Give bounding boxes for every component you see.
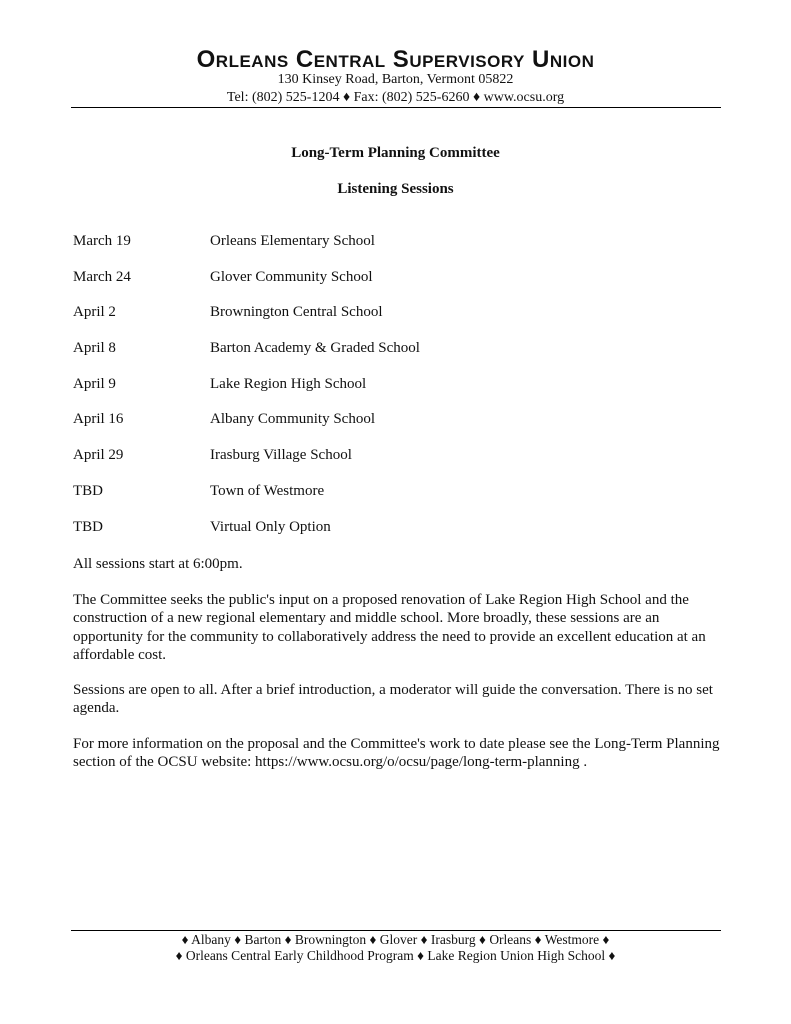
session-date: April 9 xyxy=(73,375,116,392)
session-row xyxy=(73,411,723,447)
header-divider xyxy=(71,107,721,108)
document-subtitle: Listening Sessions xyxy=(337,181,454,197)
purpose-paragraph: The Committee seeks the public's input on a proposed renovation of Lake Region High School and the construction of a new regional elementary and middle school. More broadly, these sessions are an opportunity for the community to collaboratively address the need to provide an excellent education at an affordable cost. xyxy=(73,592,706,663)
session-row xyxy=(73,233,723,269)
session-location: Orleans Elementary School xyxy=(210,233,375,249)
session-date: March 19 xyxy=(73,233,131,249)
organization-name: Orleans Central Supervisory Union xyxy=(196,46,595,73)
session-row xyxy=(73,304,723,340)
session-list xyxy=(73,233,723,554)
session-row xyxy=(73,447,723,483)
session-date: April 29 xyxy=(73,447,124,464)
session-row xyxy=(73,340,723,376)
document-title: Long-Term Planning Committee xyxy=(291,145,500,161)
session-location: Lake Region High School xyxy=(210,375,367,392)
session-location: Glover Community School xyxy=(210,268,373,285)
footer-member-towns: ♦ Albany ♦ Barton ♦ Brownington ♦ Glover ♦ Irasburg ♦ Orleans ♦ Westmore ♦ xyxy=(181,932,610,947)
start-time-note: All sessions start at 6:00pm. xyxy=(73,556,243,572)
session-location: Barton Academy & Graded School xyxy=(210,340,420,357)
session-row xyxy=(73,483,723,519)
organization-contact: Tel: (802) 525-1204 ♦ Fax: (802) 525-6260 ♦ www.ocsu.org xyxy=(226,90,565,105)
session-location: Albany Community School xyxy=(210,411,375,428)
more-info-paragraph: For more information on the proposal and the Committee's work to date please see the Long-Term Planning section of the OCSU website: https://www.ocsu.org/o/ocsu/page/long-term-planning . xyxy=(73,736,720,771)
organization-address: 130 Kinsey Road, Barton, Vermont 05822 xyxy=(277,72,514,87)
session-row xyxy=(73,376,723,412)
session-location: Virtual Only Option xyxy=(210,518,331,535)
session-row xyxy=(73,519,723,555)
session-date: TBD xyxy=(73,482,103,499)
session-date: March 24 xyxy=(73,268,131,285)
session-row xyxy=(73,269,723,305)
session-date: April 8 xyxy=(73,340,116,357)
session-date: April 16 xyxy=(73,411,124,428)
footer-divider xyxy=(71,930,721,931)
session-date: TBD xyxy=(73,518,103,535)
session-location: Irasburg Village School xyxy=(210,447,352,464)
session-location: Brownington Central School xyxy=(210,304,383,321)
footer-programs: ♦ Orleans Central Early Childhood Program ♦ Lake Region Union High School ♦ xyxy=(175,948,616,963)
session-date: April 2 xyxy=(73,304,116,321)
open-to-all-paragraph: Sessions are open to all. After a brief introduction, a moderator will guide the conversation. There is no set agenda. xyxy=(73,682,713,717)
session-location: Town of Westmore xyxy=(210,482,325,499)
